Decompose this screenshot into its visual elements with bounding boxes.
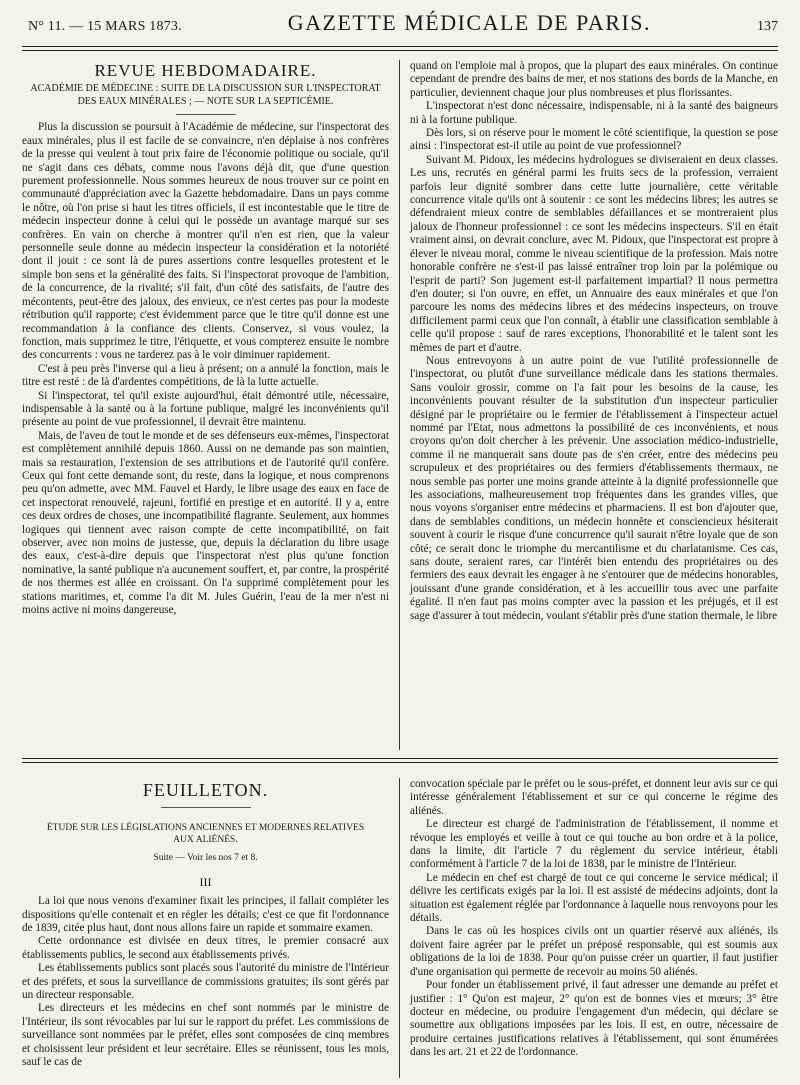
title-divider <box>176 114 236 115</box>
paragraph: Le médecin en chef est chargé de tout ce qui concerne le service médical; il délivre les certificats exigés par la loi. Il est assisté de médecins adjoints, dont la situation est également réglée par l'ordonnance à laquelle nous renvoyons pour les détails. <box>410 871 778 925</box>
feuilleton-section <box>22 778 778 1078</box>
feuilleton-right-column <box>400 778 778 1078</box>
paragraph: Cette ordonnance est divisée en deux titres, le premier consacré aux établissements publics, le second aux établissements privés. <box>22 935 389 961</box>
section-number: III <box>199 874 212 889</box>
paragraph: C'est à peu près l'inverse qui a lieu à présent; on a annulé la fonction, mais le titre est resté : de là d'ardentes compétitions, de là la lutte actuelle. <box>22 362 389 389</box>
paragraph: Les établissements publics sont placés sous l'autorité du ministre de l'Intérieur et des préfets, et sous la surveillance de commissions gratuites; ils sont gérés par un directeur responsable. <box>22 962 389 1002</box>
revue-right-column <box>400 60 778 750</box>
paragraph: Dans le cas où les hospices civils ont un quartier réservé aux aliénés, ils doivent faire agréer par le préfet un préposé responsable, qui est soumis aux obligations de la loi de 1838. Pour qu'on puisse créer un quartier, il faut justifier d'une organisation qui permette de recevoir au moins 50 aliénés. <box>410 925 778 978</box>
paragraph: Pour fonder un établissement privé, il faut adresser une demande au préfet et justifier : 1° Qu'on est majeur, 2° qu'on est de bonnes vies et mœurs; 3° être docteur en médecine, ou produire l'engagement d'un médecin, qui déclare se soumettre aux obligations imposées par les lois. Il est, en outre, nécessaire de produire certaines justifications relatives à l'établissement, qui sont énumérées dans les art. 21 et 22 de l'ordonnance. <box>410 979 778 1059</box>
title-divider <box>161 807 251 808</box>
header-rule <box>22 46 778 47</box>
paragraph: Le directeur est chargé de l'administration de l'établissement, il nomme et révoque les employés et veille à tout ce qui touche au bon ordre et à la police, dans la limite, dit l'article 7 du règlement du service intérieur, établi conformément à l'article 7 de la loi de 1838, par le ministre de l'Intérieur. <box>410 818 778 871</box>
revue-title: REVUE HEBDOMADAIRE. <box>94 61 317 80</box>
issue-date: N° 11. — 15 MARS 1873. <box>28 19 182 34</box>
revue-subtitle: ACADÉMIE DE MÉDECINE : SUITE DE LA DISCUSSION SUR L'INSPECTORAT DES EAUX MINÉRALES ; — NOTE SUR LA SEPTICÉMIE. <box>30 83 381 107</box>
page-number: 137 <box>756 19 778 34</box>
continuation-note: Suite — Voir les nos 7 et 8. <box>153 853 258 864</box>
journal-title: GAZETTE MÉDICALE DE PARIS. <box>287 10 652 35</box>
feuilleton-left-column <box>22 778 400 1078</box>
paragraph: Mais, de l'aveu de tout le monde et de ses défenseurs eux-mêmes, l'inspectorat est complètement annihilé depuis 1860. Aussi on ne demande pas son maintien, mais sa restauration, l'extension de ses attributions et de l'autorité qu'il confère. Ceux qui font cette demande sont, du reste, dans la logique, et nous comprenons peu qu'on admette, avec MM. Fauvel et Hardy, le libre usage des eaux en face de cet inspectorat renouvelé, rajeuni, fortifié en prestige et en autorité. Il y a, entre ces deux ordres de choses, une incompatibilité flagrante. Seulement, aux hommes logiques qui tiennent avec raison compte de cette incompatibilité, on fait observer, avec non moins de justesse, que, depuis la déclaration du libre usage des eaux, c'est-à-dire depuis que l'inspectorat n'est plus qu'une fonction nominative, la santé publique n'a aucunement souffert, et, par contre, la prospérité de nos thermes est allée en croissant. On l'a supprimé complètement pour les stations maritimes, et, comme l'a dit M. Jules Guérin, l'eau de la mer n'est ni moins active ni moins dangereuse, <box>22 429 389 617</box>
feuilleton-separator-double <box>22 762 778 763</box>
header-rule-double <box>22 50 778 51</box>
paragraph: L'inspectorat n'est donc nécessaire, indispensable, ni à la santé des baigneurs ni à la fortune publique. <box>410 100 778 126</box>
paragraph: Dès lors, si on réserve pour le moment le côté scientifique, la question se pose ainsi : l'inspectorat est-il utile au point de vue professionnel? <box>410 127 778 153</box>
feuilleton-separator <box>22 758 778 759</box>
paragraph: La loi que nous venons d'examiner fixait les principes, il fallait compléter les dispositions qu'elle contenait et en régler les détails; c'est ce que fit l'ordonnance de 1839, citée plus haut, dont nous allons faire un rapide et sommaire examen. <box>22 895 389 935</box>
paragraph: Les directeurs et les médecins en chef sont nommés par le ministre de l'Intérieur, ils sont révocables par lui sur le rapport du préfet. Les commissions de surveillance sont nommées par le préfet, elles sont composées de cinq membres et choisissent leur président et leur secrétaire. Elles se réunissent, tous les mois, sauf le cas de <box>22 1002 389 1069</box>
paragraph: Si l'inspectorat, tel qu'il existe aujourd'hui, était démontré utile, nécessaire, indispensable à la santé ou à la fortune publique, malgré les inconvénients qu'il présente au point de vue professionnel, il devrait être maintenu. <box>22 389 389 429</box>
feuilleton-title: FEUILLETON. <box>142 780 269 800</box>
paragraph: Plus la discussion se poursuit à l'Académie de médecine, sur l'inspectorat des eaux minérales, plus il est facile de se convaincre, n'en déplaise à nos confrères de la presse qui veulent à tout prix faire de l'économie politique ou sociale, qu'il ne s'agit dans ces débats, comme nous l'avons déjà dit, que d'une question purement professionnelle. Nous sommes heureux de nous trouver sur ce point en communauté d'appréciation avec la Gazette hebdomadaire. Dans un pays comme le nôtre, où l'on prise si haut les titres officiels, il est incontestable que le titre de médecin inspecteur donne à celui qui le possède un avantage marqué sur ses confrères. En vain on cherche à montrer qu'il n'en est rien, que la valeur personnelle seule donne au médecin inspecteur la considération et la notoriété dont il jouit : ce sont là de pures assertions contre lesquelles protestent et le simple bon sens et la généralité des faits. Si l'inspectorat provoque de l'ambition, de la concurrence, de la rivalité; s'il fait, d'un côté des satisfaits, de l'autre des mécontents, peut-être des jaloux, des envieux, ce n'est certes pas pour la modeste rétribution qu'il rapporte; c'est évidemment parce que le titre qu'il donne est une recommandation à la confiance des clients. Conservez, si vous voulez, la fonction, mais supprimez le titre, l'étiquette, et vous compterez ensuite le nombre des concurrents : vous ne tarderez pas à le voir diminuer rapidement. <box>22 121 389 362</box>
paragraph: quand on l'emploie mal à propos, que la plupart des eaux minérales. On continue cependant de prendre des bains de mer, et nos stations des bords de la Manche, en particulier, deviennent chaque jour plus nombreuses et plus florissantes. <box>410 60 778 99</box>
paragraph: Suivant M. Pidoux, les médecins hydrologues se diviseraient en deux classes. Les uns, recrutés en général parmi les fruits secs de la profession, verraient parfois leur dignité sombrer dans cette lutte journalière, cette véritable concurrence vitale qu'ils ont à soutenir : ce sont les médecins libres; les autres se défendraient mieux contre de semblables défaillances et se montreraient plus jaloux de l'honneur professionnel : ce sont les médecins inspecteurs. S'il en était vraiment ainsi, on devrait conclure, avec M. Pidoux, que l'inspectorat est propre à élever le niveau moral, comme le niveau scientifique de la profession. Mais notre honorable confrère ne s'est-il pas laissé entraîner trop loin par la polémique ou l'esprit de parti? Son jugement est-il parfaitement impartial? Il nous permettra d'en douter; si l'on ouvre, en effet, un Annuaire des eaux minérales et que l'on parcoure les noms des médecins libres et des médecins inspecteurs, on trouve difficilement parmi ceux que l'on connaît, à établir une classification semblable à celle qu'il propose : sauf de rares exceptions, l'honorabilité et le talent sont les mêmes de part et d'autre. <box>410 153 778 354</box>
revue-left-column <box>22 60 400 750</box>
paragraph: convocation spéciale par le préfet ou le sous-préfet, et donnent leur avis sur ce qui intéresse généralement l'établissement et sur ce qui concerne le régime des aliénés. <box>410 778 778 817</box>
study-title: ÉTUDE SUR LES LÉGISLATIONS ANCIENNES ET MODERNES RELATIVES AUX ALIÉNÉS. <box>46 823 365 846</box>
paragraph: Nous entrevoyons à un autre point de vue l'utilité professionnelle de l'inspectorat, ou plutôt d'une surveillance médicale dans les stations thermales. Sans vouloir grossir, comme on l'a fait pour les besoins de la cause, les inconvénients pouvant résulter de la substitution d'un inspecteur particulier désigné par le propriétaire ou le fermier de l'établissement à l'inspecteur actuel nommé par l'Etat, nous admettons la possibilité de ces inconvénients, et nous croyons qu'on doit chercher à les prévenir. Une association médico-industrielle, comme il ne manquerait sans doute pas de s'en créer, entre des médecins peu scrupuleux et des propriétaires ou des fermiers d'établissements thermaux, ne nous semble pas porter une moins grande atteinte à la dignité professionnelle que les associations, malheureusement trop fréquentes dans les grandes villes, que nous voyons s'organiser entre médecins et pharmaciens. Il est bon d'ajouter que, dans de semblables conditions, un médecin honnête et consciencieux hésiterait souvent à courir le risque d'une concurrence qu'il saurait n'être loyale que de son côté; ce serait donc le triomphe du mercantilisme et du charlatanisme. Ces cas, sans doute, seraient rares, car l'intérêt bien entendu des propriétaires ou des fermiers des eaux devrait les engager à ne s'entourer que de médecins honorables, jouissant d'une grande considération, et à les accueillir tous avec une parfaite égalité. Il n'en faut pas moins compter avec la passion et les préjugés, et il est sage d'assurer à tout médecin, voulant s'établir près d'une station thermale, le libre <box>410 354 778 622</box>
revue-section <box>22 60 778 750</box>
page-header <box>28 10 778 46</box>
